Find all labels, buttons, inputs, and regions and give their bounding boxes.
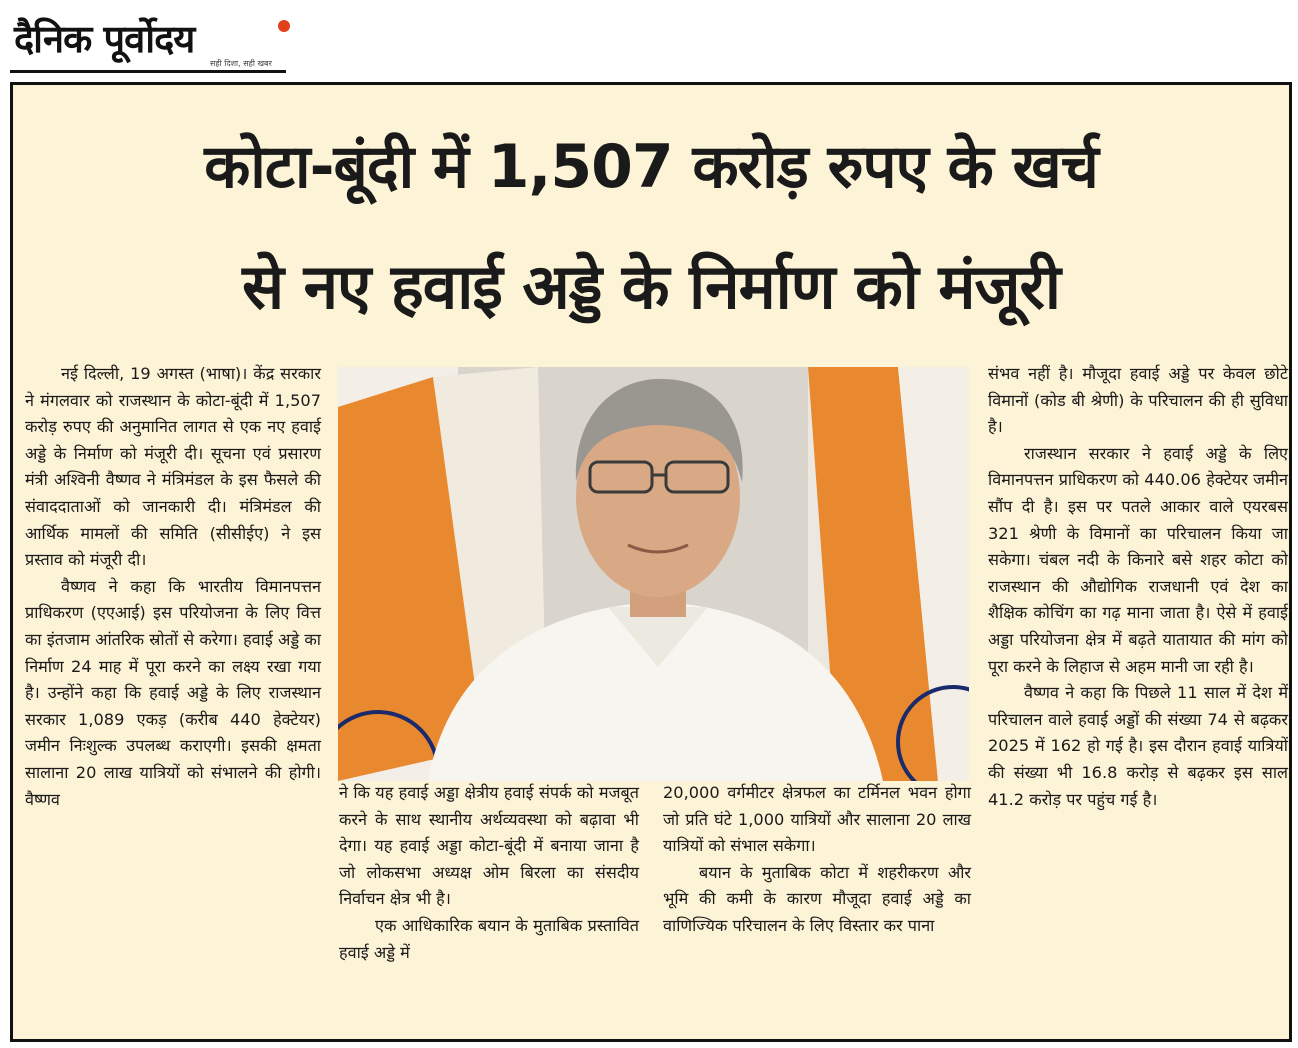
masthead: [10, 6, 290, 74]
paragraph: बयान के मुताबिक कोटा में शहरीकरण और भूमि की कमी के कारण मौजूदा हवाई अड्डे का वाणिज्यिक परिचालन के लिए विस्तार कर पाना: [663, 862, 971, 935]
paragraph: वैष्णव ने कहा कि भारतीय विमानपत्तन प्राधिकरण (एएआई) इस परियोजना के लिए वित्त का इंतजाम आंतरिक स्रोतों से करेगा। हवाई अड्डे का निर्माण 24 माह में पूरा करने का लक्ष्य रखा गया है। उन्होंने कहा कि हवाई अड्डे के लिए राजस्थान सरकार 1,089 एकड़ (करीब 440 हेक्टेयर) जमीन निःशुल्क उपलब्ध कराएगी। इसकी क्षमता सालाना 20 लाख यात्रियों को संभालने की होगी। वैष्णव: [25, 576, 321, 809]
minister-photo: [338, 367, 969, 781]
article-column-1: [25, 361, 321, 813]
headline-line-1: कोटा-बूंदी में 1,507 करोड़ रुपए के खर्च: [204, 132, 1098, 202]
news-clipping: [10, 82, 1292, 1042]
logo-dot-icon: [278, 20, 290, 32]
paragraph: ने कि यह हवाई अड्डा क्षेत्रीय हवाई संपर्क को मजबूत करने के साथ स्थानीय अर्थव्यवस्था को बढ़ावा भी देगा। यह हवाई अड्डा कोटा-बूंदी में बनाया जाना है जो लोकसभा अध्यक्ष ओम बिरला का संसदीय निर्वाचन क्षेत्र भी है।: [339, 783, 639, 909]
article-column-2: [339, 780, 639, 966]
paragraph: संभव नहीं है। मौजूदा हवाई अड्डे पर केवल छोटे विमानों (कोड बी श्रेणी) के परिचालन की ही सुविधा है।: [988, 364, 1288, 437]
headline-line-2: से नए हवाई अड्डे के निर्माण को मंजूरी: [242, 250, 1060, 323]
masthead-rule: [10, 70, 286, 73]
paragraph: एक आधिकारिक बयान के मुताबिक प्रस्तावित हवाई अड्डे में: [339, 915, 639, 962]
article-column-4: [988, 361, 1288, 813]
paragraph: नई दिल्ली, 19 अगस्त (भाषा)। केंद्र सरकार ने मंगलवार को राजस्थान के कोटा-बूंदी में 1,507 करोड़ रुपए की अनुमानित लागत से एक नए हवाई अड्डे के निर्माण को मंजूरी दी। सूचना एवं प्रसारण मंत्री अश्विनी वैष्णव ने मंत्रिमंडल के इस फैसले की संवाददाताओं को जानकारी दी। मंत्रिमंडल की आर्थिक मामलों की समिति (सीसीईए) ने इस प्रस्ताव को मंजूरी दी।: [25, 364, 321, 570]
paragraph: वैष्णव ने कहा कि पिछले 11 साल में देश में परिचालन वाले हवाई अड्डों की संख्या 74 से बढ़कर 2025 में 162 हो गई है। इस दौरान हवाई यात्रियों की संख्या भी 16.8 करोड़ से बढ़कर इस साल 41.2 करोड़ पर पहुंच गई है।: [988, 683, 1288, 809]
paragraph: 20,000 वर्गमीटर क्षेत्रफल का टर्मिनल भवन होगा जो प्रति घंटे 1,000 यात्रियों और सालाना 20 लाख यात्रियों को संभाल सकेगा।: [663, 783, 971, 856]
masthead-logo: दैनिक पूर्वोदय: [14, 17, 195, 61]
masthead-tagline: सही दिशा, सही खबर: [210, 59, 272, 68]
article-column-3: [663, 780, 971, 940]
paragraph: राजस्थान सरकार ने हवाई अड्डे के लिए विमानपत्तन प्राधिकरण को 440.06 हेक्टेयर जमीन सौंप दी है। इस पर पतले आकार वाले एयरबस 321 श्रेणी के विमानों का परिचालन किया जा सकेगा। चंबल नदी के किनारे बसे शहर कोटा को राजस्थान की औद्योगिक राजधानी एवं देश का शैक्षिक कोचिंग का गढ़ माना जाता है। ऐसे में हवाई अड्डा परियोजना क्षेत्र में बढ़ते यातायात की मांग को पूरा करने के लिहाज से अहम मानी जा रही है।: [988, 443, 1288, 676]
